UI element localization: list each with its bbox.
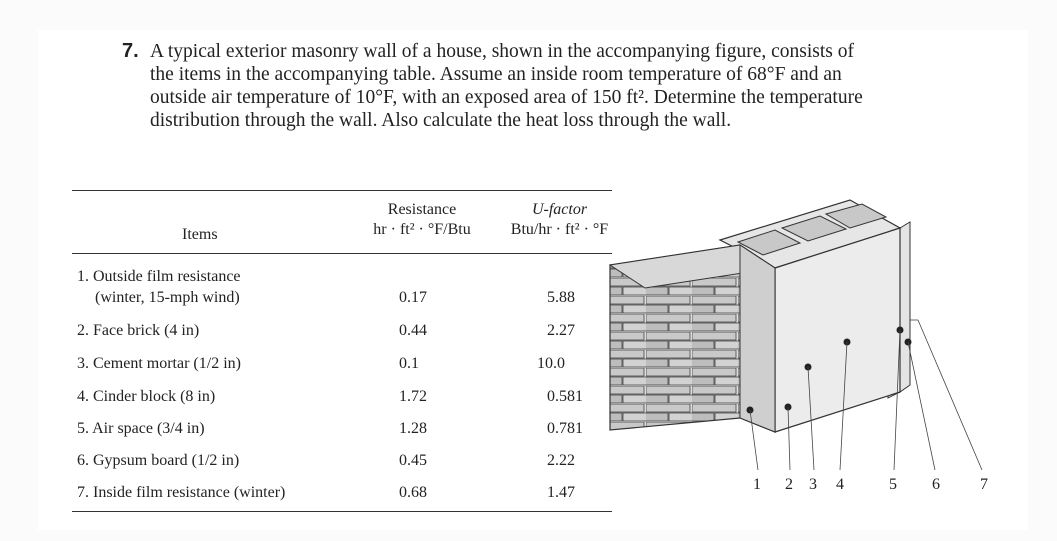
problem-line: the items in the accompanying table. Assume an inside room temperature of 68°F and an	[150, 64, 842, 85]
problem-line: distribution through the wall. Also calculate the heat loss through the wall.	[150, 110, 732, 131]
resistance-value: 0.1	[399, 355, 419, 372]
ufactor-value: 0.781	[547, 420, 583, 437]
table-row	[77, 353, 617, 377]
figure-label: 2	[785, 476, 793, 493]
resistance-value: 1.72	[399, 388, 427, 405]
item-name: 6. Gypsum board (1/2 in)	[77, 452, 240, 469]
wall-cutaway-illustration	[600, 170, 1020, 510]
problem-line: A typical exterior masonry wall of a house, shown in the accompanying figure, consists of	[150, 41, 854, 62]
masonry-wall-figure	[600, 170, 1020, 510]
ufactor-title: U-factor	[531, 201, 588, 218]
item-name-line2: (winter, 15-mph wind)	[95, 289, 240, 306]
resistance-value: 0.68	[399, 484, 427, 501]
items-header: Items	[182, 226, 218, 243]
resistance-header	[357, 200, 487, 240]
figure-label: 1	[753, 476, 761, 493]
table-row	[77, 320, 617, 344]
figure-label: 4	[836, 476, 844, 493]
ufactor-unit: Btu/hr · ft² · °F	[510, 221, 609, 238]
figure-label: 3	[809, 476, 817, 493]
resistance-unit: hr · ft² · °F/Btu	[373, 221, 471, 238]
ufactor-value: 2.27	[547, 322, 575, 339]
item-name: 7. Inside film resistance (winter)	[77, 484, 286, 501]
resistance-value: 0.17	[399, 289, 427, 306]
table-top-rule	[72, 190, 612, 191]
resistance-value: 1.28	[399, 420, 427, 437]
item-name: 1. Outside film resistance	[77, 268, 241, 285]
resistance-value: 0.45	[399, 452, 427, 469]
ufactor-value: 0.581	[547, 388, 583, 405]
gypsum-board	[900, 222, 910, 392]
resistance-title: Resistance	[387, 201, 457, 218]
table-row	[77, 418, 617, 442]
ufactor-value: 5.88	[547, 289, 575, 306]
problem-number: 7.	[122, 40, 139, 62]
figure-label: 7	[980, 476, 988, 493]
figure-label: 6	[932, 476, 940, 493]
brick-side	[740, 245, 775, 432]
ufactor-value: 2.22	[547, 452, 575, 469]
table-row	[77, 386, 617, 410]
figure-label: 5	[889, 476, 897, 493]
problem-statement	[122, 40, 1000, 132]
ufactor-value: 1.47	[547, 484, 575, 501]
item-name: 3. Cement mortar (1/2 in)	[77, 355, 241, 372]
table-row	[77, 266, 617, 306]
table-row	[77, 450, 617, 474]
table-header-rule	[72, 253, 612, 254]
table-bottom-rule	[72, 511, 612, 512]
item-name: 5. Air space (3/4 in)	[77, 420, 205, 437]
wall-items-table	[72, 190, 612, 510]
item-name: 2. Face brick (4 in)	[77, 322, 200, 339]
item-name: 4. Cinder block (8 in)	[77, 388, 216, 405]
problem-line: outside air temperature of 10°F, with an exposed area of 150 ft². Determine the temperature	[150, 87, 863, 108]
table-row	[77, 482, 617, 506]
ufactor-value: 10.0	[537, 355, 565, 372]
resistance-value: 0.44	[399, 322, 427, 339]
